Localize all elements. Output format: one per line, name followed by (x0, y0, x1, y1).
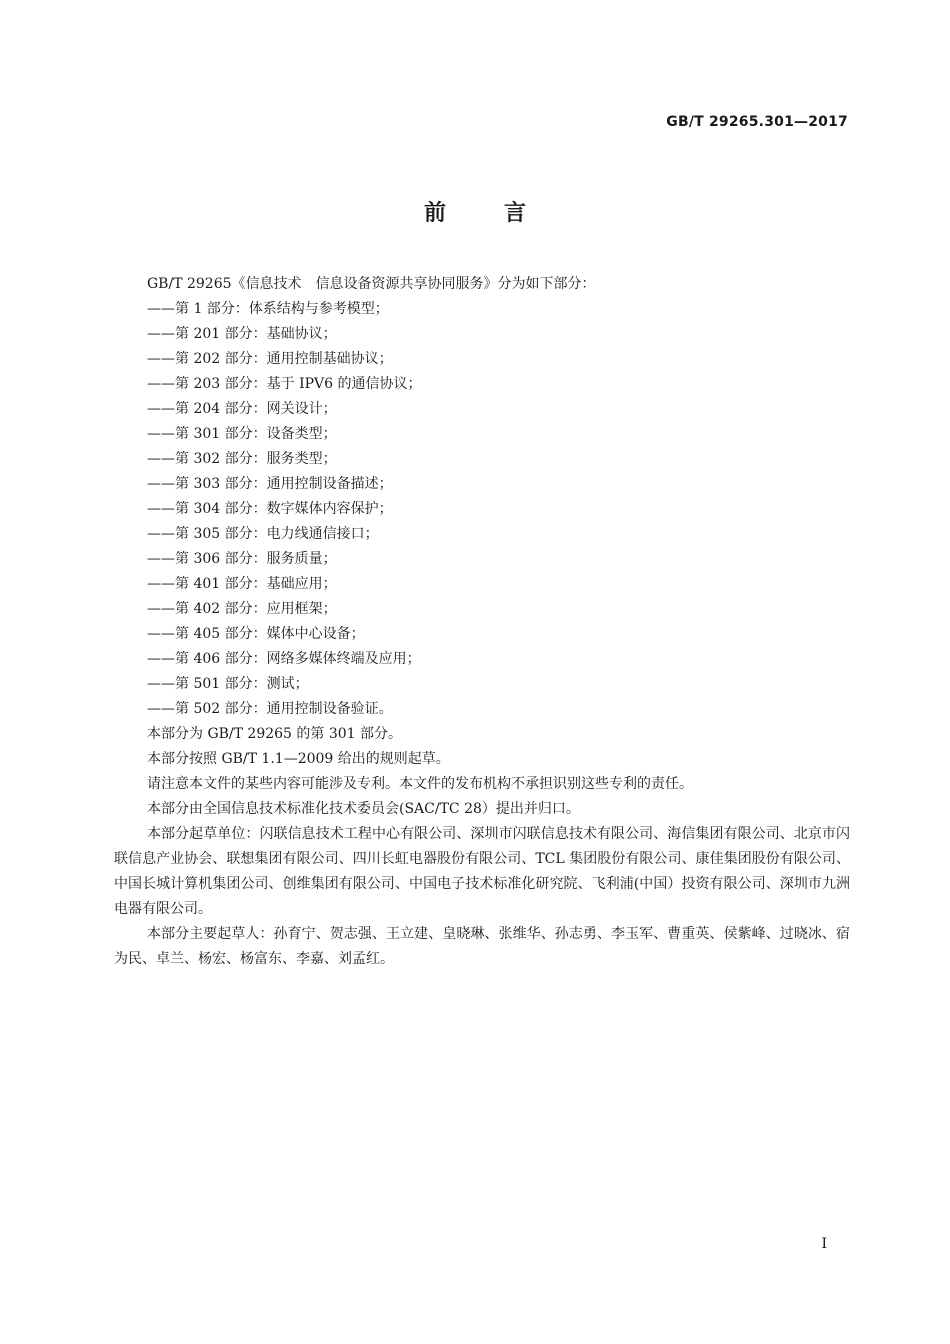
page-number: I (821, 1236, 827, 1252)
list-item: ——第 201 部分：基础协议； (147, 326, 337, 342)
part-list (114, 297, 850, 722)
list-item: ——第 202 部分：通用控制基础协议； (147, 351, 393, 367)
drafters-paragraph: 本部分主要起草人：孙育宁、贺志强、王立建、皇晓琳、张维华、孙志勇、李玉军、曹重英、侯紫峰、过晓冰、宿为民、卓兰、杨宏、杨富东、李嘉、刘孟红。 (114, 926, 850, 967)
page-title: 前言 (423, 201, 584, 226)
drafting-units-paragraph: 本部分起草单位：闪联信息技术工程中心有限公司、深圳市闪联信息技术有限公司、海信集团有限公司、北京市闪联信息产业协会、联想集团有限公司、四川长虹电器股份有限公司、TCL 集团股份有限公司、康佳集团股份有限公司、中国长城计算机集团公司、创维集团有限公司、中国电子技术标准化研究院、飞利浦(中国）投资有限公司、深圳市九洲电器有限公司。 (114, 826, 850, 917)
list-item: ——第 301 部分：设备类型； (147, 426, 337, 442)
part-number-paragraph: 本部分为 GB/T 29265 的第 301 部分。 (147, 726, 403, 742)
list-item: ——第 402 部分：应用框架； (147, 601, 337, 617)
preface-body (114, 272, 850, 972)
list-item: ——第 303 部分：通用控制设备描述； (147, 476, 393, 492)
list-item: ——第 304 部分：数字媒体内容保护； (147, 501, 393, 517)
list-item: ——第 401 部分：基础应用； (147, 576, 337, 592)
list-item: ——第 502 部分：通用控制设备验证。 (147, 701, 393, 717)
drafting-rules-paragraph: 本部分按照 GB/T 1.1—2009 给出的规则起草。 (147, 751, 450, 767)
list-item: ——第 302 部分：服务类型； (147, 451, 337, 467)
list-item: ——第 306 部分：服务质量； (147, 551, 337, 567)
list-item: ——第 406 部分：网络多媒体终端及应用； (147, 651, 421, 667)
list-item: ——第 305 部分：电力线通信接口； (147, 526, 379, 542)
list-item: ——第 405 部分：媒体中心设备； (147, 626, 365, 642)
patent-notice-paragraph: 请注意本文件的某些内容可能涉及专利。本文件的发布机构不承担识别这些专利的责任。 (147, 776, 693, 792)
list-item: ——第 203 部分：基于 IPV6 的通信协议； (147, 376, 422, 392)
document-code: GB/T 29265.301—2017 (666, 114, 848, 130)
committee-paragraph: 本部分由全国信息技术标准化技术委员会(SAC/TC 28）提出并归口。 (147, 801, 580, 817)
intro-paragraph: GB/T 29265《信息技术 信息设备资源共享协同服务》分为如下部分： (147, 276, 596, 292)
list-item: ——第 204 部分：网关设计； (147, 401, 337, 417)
list-item: ——第 501 部分：测试； (147, 676, 309, 692)
list-item: ——第 1 部分：体系结构与参考模型； (147, 301, 389, 317)
